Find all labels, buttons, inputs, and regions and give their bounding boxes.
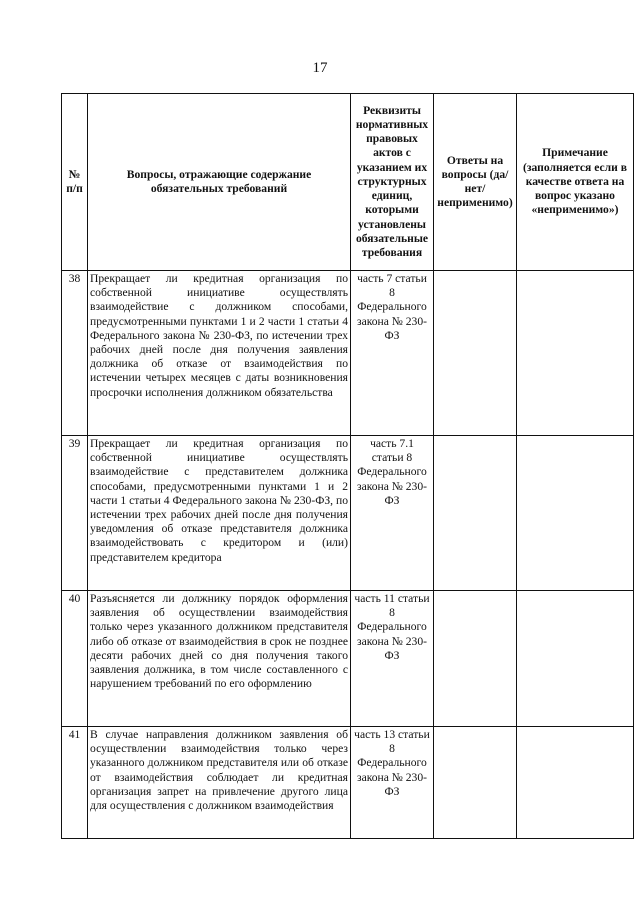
row-answer-cell[interactable] (434, 727, 517, 839)
row-note-cell[interactable] (517, 436, 634, 591)
row-answer-cell[interactable] (434, 271, 517, 436)
row-num: 41 (62, 727, 88, 839)
row-question: Прекращает ли кредитная организация по собственной инициативе осуществлять взаимодействие с представителем должника способами, предусмотренными пунктами 1 и 2 части 1 статьи 4 Федерального закона № 230-ФЗ, по истечении трех рабочих дней после дня получения уведомления об отказе представителя должника взаимодействовать с кредитором и (или) представителем кредитора (88, 436, 351, 591)
row-requisites: часть 7 статьи 8 Федерального закона № 230-ФЗ (351, 271, 434, 436)
row-question: Прекращает ли кредитная организация по собственной инициативе осуществлять взаимодействие с должником способами, предусмотренными пунктами 1 и 2 части 1 статьи 4 Федерального закона № 230-ФЗ, по истечении трех рабочих дней после дня получения заявления должника об отказе от взаимодействия по истечении четырех месяцев с даты возникновения просрочки исполнения должником обязательства (88, 271, 351, 436)
row-num: 38 (62, 271, 88, 436)
table-row (62, 727, 634, 839)
row-answer-cell[interactable] (434, 436, 517, 591)
row-num: 39 (62, 436, 88, 591)
row-answer-cell[interactable] (434, 591, 517, 727)
row-requisites: часть 11 статьи 8 Федерального закона № 230-ФЗ (351, 591, 434, 727)
row-requisites: часть 13 статьи 8 Федерального закона № 230-ФЗ (351, 727, 434, 839)
row-question: Разъясняется ли должнику порядок оформления заявления об осуществлении взаимодействия только через указанного должником представителя либо об отказе от взаимодействия в срок не позднее десяти рабочих дней со дня получения такого заявления должника, в том числе составленного с нарушением требований по его оформлению (88, 591, 351, 727)
row-num: 40 (62, 591, 88, 727)
table-header-row (62, 94, 634, 271)
table-row (62, 591, 634, 727)
page-number: 17 (312, 60, 328, 76)
header-note: Примечание (заполняется если в качестве ответа на вопрос указано «неприменимо») (517, 94, 634, 271)
header-question: Вопросы, отражающие содержание обязательных требований (88, 94, 351, 271)
header-answers: Ответы на вопросы (да/нет/ неприменимо) (434, 94, 517, 271)
row-note-cell[interactable] (517, 591, 634, 727)
row-note-cell[interactable] (517, 727, 634, 839)
row-question: В случае направления должником заявления об осуществлении взаимодействия только через указанного должником представителя или об отказе от взаимодействия соблюдает ли кредитная организация запрет на привлечение другого лица для осуществления с должником взаимодействия (88, 727, 351, 839)
row-requisites: часть 7.1 статьи 8 Федерального закона № 230-ФЗ (351, 436, 434, 591)
requirements-table (61, 93, 634, 839)
row-note-cell[interactable] (517, 271, 634, 436)
table-row (62, 271, 634, 436)
header-num: № п/п (62, 94, 88, 271)
table-row (62, 436, 634, 591)
header-requisites: Реквизиты нормативных правовых актов с указанием их структурных единиц, которыми установлены обязательные требования (351, 94, 434, 271)
